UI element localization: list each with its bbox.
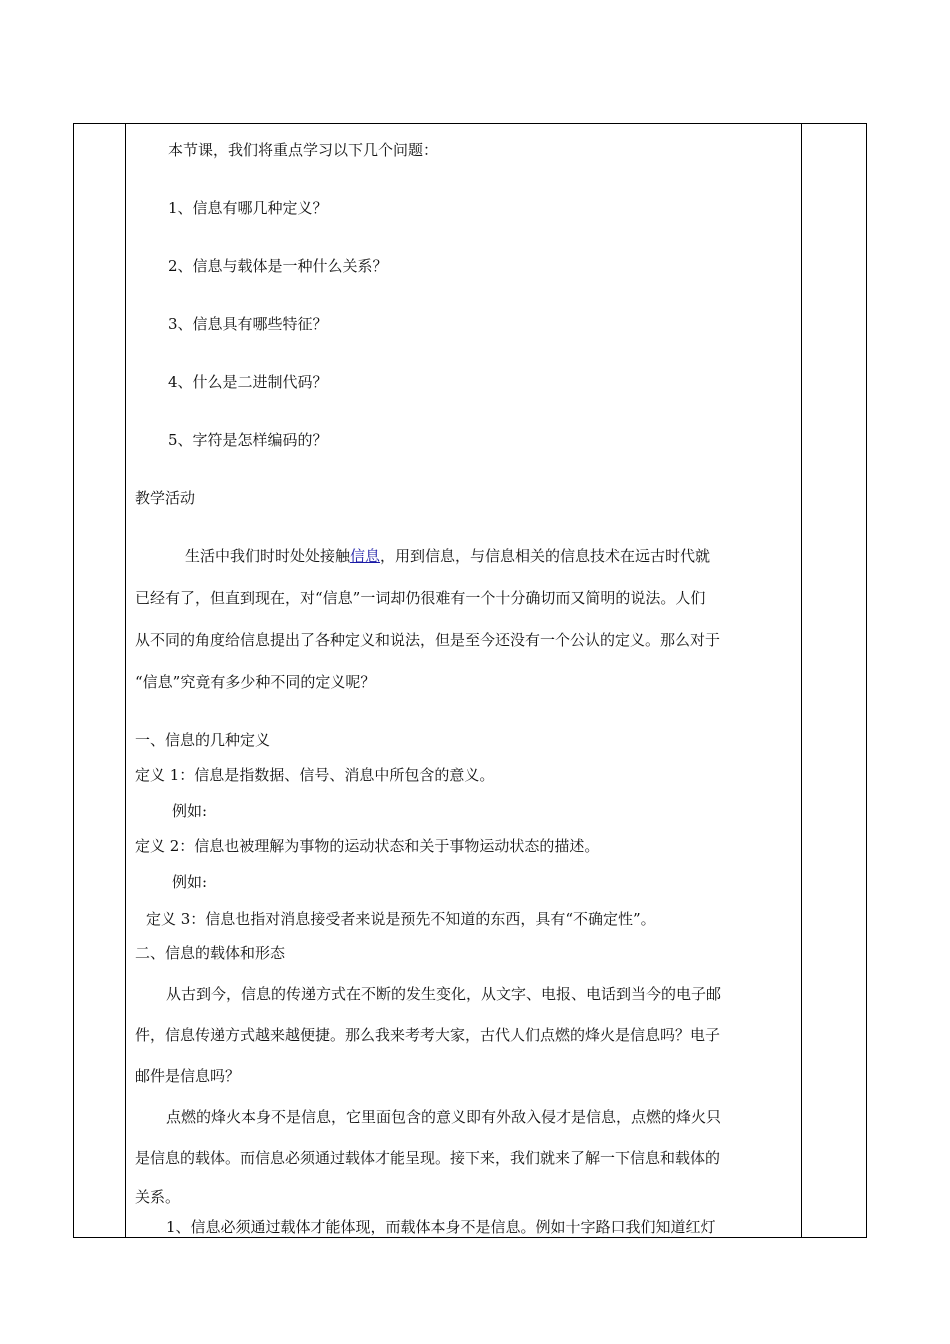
- definition-2: 定义 2：信息也被理解为事物的运动状态和关于事物运动状态的描述。: [135, 837, 600, 855]
- question-item: 1、信息有哪几种定义？: [168, 199, 328, 217]
- question-item: 2、信息与载体是一种什么关系？: [168, 257, 388, 275]
- question-item: 3、信息具有哪些特征？: [168, 315, 328, 333]
- question-item: 5、字符是怎样编码的？: [168, 431, 328, 449]
- section2-paragraph-line: 从古到今，信息的传递方式在不断的发生变化，从文字、电报、电话到当今的电子邮: [166, 985, 722, 1003]
- activity-heading: 教学活动: [135, 489, 196, 507]
- example-label: 例如:: [172, 802, 208, 820]
- section2-paragraph-line: 邮件是信息吗？: [135, 1067, 241, 1085]
- definition-3: 定义 3：信息也指对消息接受者来说是预先不知道的东西，具有“不确定性”。: [146, 910, 656, 928]
- definition-1: 定义 1：信息是指数据、信号、消息中所包含的意义。: [135, 766, 495, 784]
- section2-point-1: 1、信息必须通过载体才能体现，而载体本身不是信息。例如十字路口我们知道红灯: [166, 1218, 716, 1236]
- intro-lead: 本节课，我们将重点学习以下几个问题：: [168, 141, 439, 159]
- section1-heading: 一、信息的几种定义: [135, 731, 271, 749]
- info-link[interactable]: 信息: [350, 547, 381, 565]
- section2-paragraph-line: 件，信息传递方式越来越便捷。那么我来考考大家，古代人们点燃的烽火是信息吗？电子: [135, 1026, 721, 1044]
- activity-text: ，用到信息，与信息相关的信息技术在远古时代就: [380, 547, 711, 565]
- section2-paragraph-line: 关系。: [135, 1188, 181, 1206]
- section2-paragraph-line: 是信息的载体。而信息必须通过载体才能呈现。接下来，我们就来了解一下信息和载体的: [135, 1149, 721, 1167]
- left-column-divider: [125, 124, 126, 1237]
- activity-paragraph-line: 已经有了，但直到现在，对“信息”一词却仍很难有一个十分确切而又简明的说法。人们: [135, 589, 706, 607]
- activity-paragraph-line: [185, 542, 710, 571]
- lesson-plan-table: [73, 123, 867, 1238]
- activity-paragraph-line: 从不同的角度给信息提出了各种定义和说法，但是至今还没有一个公认的定义。那么对于: [135, 631, 721, 649]
- right-column-divider: [801, 124, 802, 1237]
- example-label: 例如:: [172, 873, 208, 891]
- section2-heading: 二、信息的载体和形态: [135, 944, 286, 962]
- section2-paragraph-line: 点燃的烽火本身不是信息，它里面包含的意义即有外敌入侵才是信息，点燃的烽火只: [166, 1108, 722, 1126]
- question-item: 4、什么是二进制代码？: [168, 373, 328, 391]
- activity-text: 生活中我们时时处处接触: [185, 547, 351, 565]
- activity-paragraph-line: “信息”究竟有多少种不同的定义呢？: [135, 673, 376, 691]
